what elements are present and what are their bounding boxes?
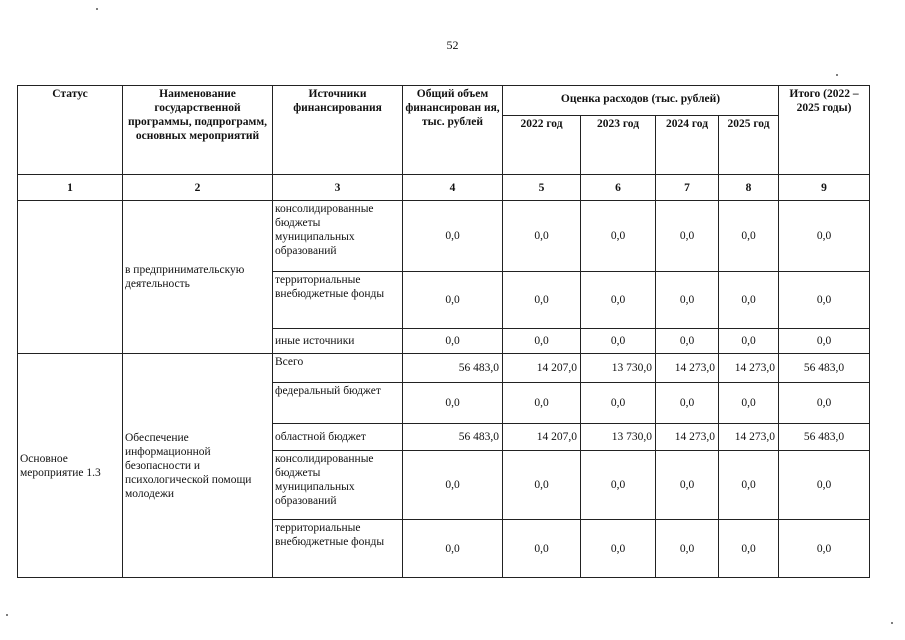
value-cell: 14 207,0: [503, 354, 581, 383]
value-cell: 0,0: [403, 451, 503, 520]
source-cell: территориальные внебюджетные фонды: [273, 272, 403, 329]
value-cell: 0,0: [403, 383, 503, 424]
value-cell: 0,0: [503, 329, 581, 354]
page-number: 52: [446, 38, 459, 52]
value-cell: 0,0: [719, 520, 779, 578]
value-cell: 56 483,0: [403, 424, 503, 451]
value-cell: 0,0: [719, 383, 779, 424]
status-cell: Основное мероприятие 1.3: [18, 354, 123, 578]
value-cell: 0,0: [656, 451, 719, 520]
header-year-2024: 2024 год: [656, 116, 719, 175]
value-cell: 14 273,0: [719, 354, 779, 383]
value-cell: 0,0: [656, 272, 719, 329]
header-status: Статус: [18, 86, 123, 175]
scan-speck: [891, 622, 893, 624]
source-cell: иные источники: [273, 329, 403, 354]
value-cell: 0,0: [719, 329, 779, 354]
header-row-1: [18, 86, 870, 116]
value-cell: 0,0: [779, 383, 870, 424]
status-cell-empty: [18, 201, 123, 354]
source-cell: консолидированные бюджеты муниципальных образований: [273, 451, 403, 520]
header-total-period: Итого (2022 – 2025 годы): [779, 86, 870, 175]
value-cell: 0,0: [581, 272, 656, 329]
column-number: 7: [656, 175, 719, 201]
source-cell: Всего: [273, 354, 403, 383]
value-cell: 0,0: [403, 329, 503, 354]
value-cell: 0,0: [581, 201, 656, 272]
value-cell: 0,0: [719, 272, 779, 329]
source-cell: консолидированные бюджеты муниципальных образований: [273, 201, 403, 272]
value-cell: 0,0: [656, 520, 719, 578]
column-number: 6: [581, 175, 656, 201]
value-cell: 0,0: [656, 329, 719, 354]
value-cell: 56 483,0: [403, 354, 503, 383]
header-total-volume: Общий объем финансирован ия, тыс. рублей: [403, 86, 503, 175]
column-number: 8: [719, 175, 779, 201]
column-number: 5: [503, 175, 581, 201]
table-row: [18, 354, 870, 383]
column-number: 1: [18, 175, 123, 201]
value-cell: 0,0: [719, 451, 779, 520]
header-year-2022: 2022 год: [503, 116, 581, 175]
value-cell: 0,0: [779, 329, 870, 354]
column-numbers-row: [18, 175, 870, 201]
scan-speck: [96, 8, 98, 10]
value-cell: 0,0: [779, 201, 870, 272]
value-cell: 0,0: [779, 272, 870, 329]
value-cell: 0,0: [503, 520, 581, 578]
value-cell: 0,0: [503, 272, 581, 329]
value-cell: 0,0: [779, 451, 870, 520]
column-number: 4: [403, 175, 503, 201]
source-cell: федеральный бюджет: [273, 383, 403, 424]
value-cell: 0,0: [581, 383, 656, 424]
value-cell: 56 483,0: [779, 354, 870, 383]
value-cell: 14 273,0: [656, 424, 719, 451]
header-sources: Источники финансирования: [273, 86, 403, 175]
source-cell: территориальные внебюджетные фонды: [273, 520, 403, 578]
value-cell: 0,0: [581, 451, 656, 520]
header-program-name: Наименование государственной программы, подпрограмм, основных мероприятий: [123, 86, 273, 175]
table-row: [18, 201, 870, 272]
value-cell: 0,0: [403, 272, 503, 329]
value-cell: 0,0: [503, 201, 581, 272]
value-cell: 0,0: [779, 520, 870, 578]
scan-speck: [6, 614, 8, 616]
value-cell: 0,0: [403, 520, 503, 578]
value-cell: 0,0: [719, 201, 779, 272]
value-cell: 13 730,0: [581, 354, 656, 383]
value-cell: 0,0: [503, 383, 581, 424]
value-cell: 0,0: [581, 329, 656, 354]
column-number: 9: [779, 175, 870, 201]
value-cell: 13 730,0: [581, 424, 656, 451]
value-cell: 0,0: [656, 383, 719, 424]
value-cell: 56 483,0: [779, 424, 870, 451]
source-cell: областной бюджет: [273, 424, 403, 451]
column-number: 2: [123, 175, 273, 201]
value-cell: 14 207,0: [503, 424, 581, 451]
program-name-cell: в предпринимательскую деятельность: [123, 201, 273, 354]
header-year-2025: 2025 год: [719, 116, 779, 175]
header-estimate-group: Оценка расходов (тыс. рублей): [503, 86, 779, 116]
column-number: 3: [273, 175, 403, 201]
header-year-2023: 2023 год: [581, 116, 656, 175]
value-cell: 14 273,0: [656, 354, 719, 383]
program-name-cell: Обеспечение информационной безопасности и психологической помощи молодежи: [123, 354, 273, 578]
value-cell: 14 273,0: [719, 424, 779, 451]
budget-table: [17, 85, 870, 578]
value-cell: 0,0: [503, 451, 581, 520]
value-cell: 0,0: [581, 520, 656, 578]
value-cell: 0,0: [403, 201, 503, 272]
scan-speck: [836, 74, 838, 76]
value-cell: 0,0: [656, 201, 719, 272]
